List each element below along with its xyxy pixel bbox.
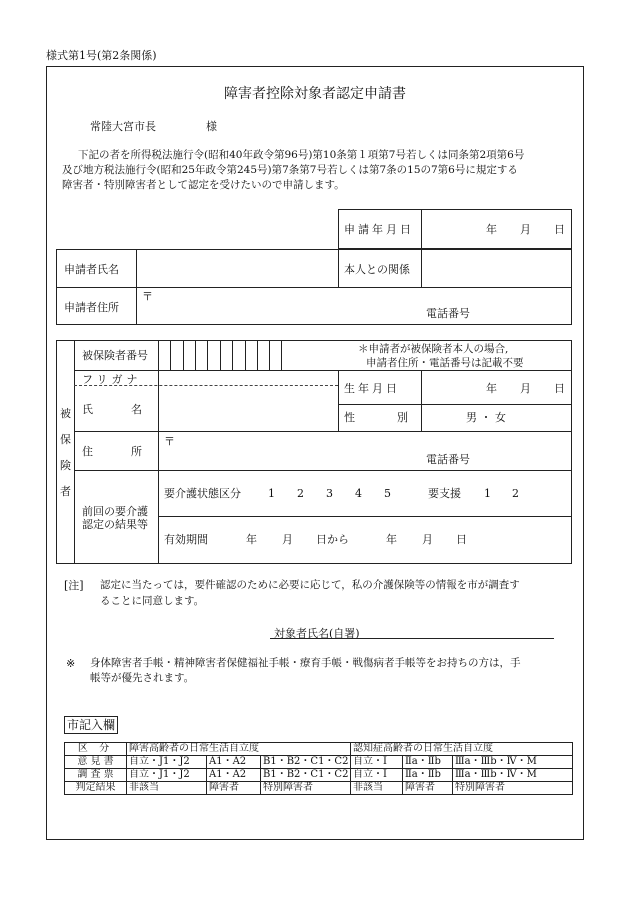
relation-label: 本人との関係 bbox=[344, 263, 410, 276]
insured-phone-label: 電話番号 bbox=[426, 453, 470, 466]
note-line-2: 帳等が優先されます。 bbox=[90, 672, 195, 684]
insured-note-2: 申請者住所・電話番号は記載不要 bbox=[366, 357, 524, 369]
validity-label: 有効期間 bbox=[164, 533, 208, 546]
addressee-mayor: 常陸大宮市長 bbox=[90, 120, 156, 133]
signature-line[interactable] bbox=[270, 638, 554, 639]
insured-note-1: ＊申請者が被保険者本人の場合, bbox=[358, 343, 509, 355]
insured-number-label: 被保険者番号 bbox=[82, 349, 148, 362]
consent-mark: [注] bbox=[64, 579, 84, 592]
postal-mark: 〒 bbox=[142, 290, 153, 303]
applicant-name-label: 申請者氏名 bbox=[64, 263, 119, 276]
birth-label: 生年月日 bbox=[344, 382, 400, 395]
prev-result-label-2: 認定の結果等 bbox=[82, 518, 148, 531]
office-header-row: 区 分 障害高齢者の日常生活自立度 認知症高齢者の日常生活自立度 bbox=[65, 743, 573, 756]
intro-line-3: 障害者・特別障害者として認定を受けたいので申請します。 bbox=[62, 179, 345, 191]
application-date-label: 申請年月日 bbox=[344, 223, 414, 236]
care-level-label: 要介護状態区分 bbox=[164, 487, 241, 500]
addressee-honorific: 様 bbox=[206, 120, 217, 133]
office-use-title: 市記入欄 bbox=[64, 716, 118, 734]
table-row: 判定結果 非該当 障害者 特別障害者 非該当 障害者 特別障害者 bbox=[65, 782, 573, 795]
table-row: 意 見 書 自立・J1・J2 A1・A2 B1・B2・C1・C2 自立・Ⅰ Ⅱa・Ⅱb Ⅲa・Ⅲb・Ⅳ・M bbox=[65, 756, 573, 769]
intro-line-1: 下記の者を所得税法施行令(昭和40年政令第96号)第10条第１項第7号若しくは同条第2項第6号 bbox=[78, 149, 525, 161]
applicant-phone-label: 電話番号 bbox=[426, 307, 470, 320]
gender-options: 男 ・ 女 bbox=[466, 411, 506, 424]
insured-name-label: 氏名 bbox=[82, 403, 180, 416]
form-number: 様式第1号(第2条関係) bbox=[46, 49, 157, 62]
intro-line-2: 及び地方税法施行令(昭和25年政令第245号)第7条第7号若しくは第7条の15の7第6号に規定する bbox=[62, 164, 518, 176]
consent-line-2: ることに同意します。 bbox=[100, 595, 205, 607]
page-title: 障害者控除対象者認定申請書 bbox=[224, 86, 406, 102]
office-use-table bbox=[64, 742, 573, 795]
applicant-address-label: 申請者住所 bbox=[64, 301, 119, 314]
gender-label: 性別 bbox=[344, 411, 450, 424]
consent-line-1: 認定に当たっては，要件確認のために必要に応じて，私の介護保険等の情報を市が調査す bbox=[100, 579, 520, 591]
insured-address-label: 住所 bbox=[82, 445, 180, 458]
table-row: 調 査 票 自立・J1・J2 A1・A2 B1・B2・C1・C2 自立・Ⅰ Ⅱa・Ⅱb Ⅲa・Ⅲb・Ⅳ・M bbox=[65, 769, 573, 782]
note-mark: ※ bbox=[66, 657, 76, 670]
insured-postal-mark: 〒 bbox=[164, 435, 175, 448]
support-label: 要支援 bbox=[428, 487, 461, 500]
signature-label: 対象者氏名(自署) bbox=[274, 627, 360, 640]
note-line-1: 身体障害者手帳・精神障害者保健福祉手帳・療育手帳・戦傷病者手帳等をお持ちの方は，手 bbox=[90, 657, 521, 669]
furigana-label: フリガナ bbox=[82, 373, 142, 386]
prev-result-label-1: 前回の要介護 bbox=[82, 505, 148, 518]
